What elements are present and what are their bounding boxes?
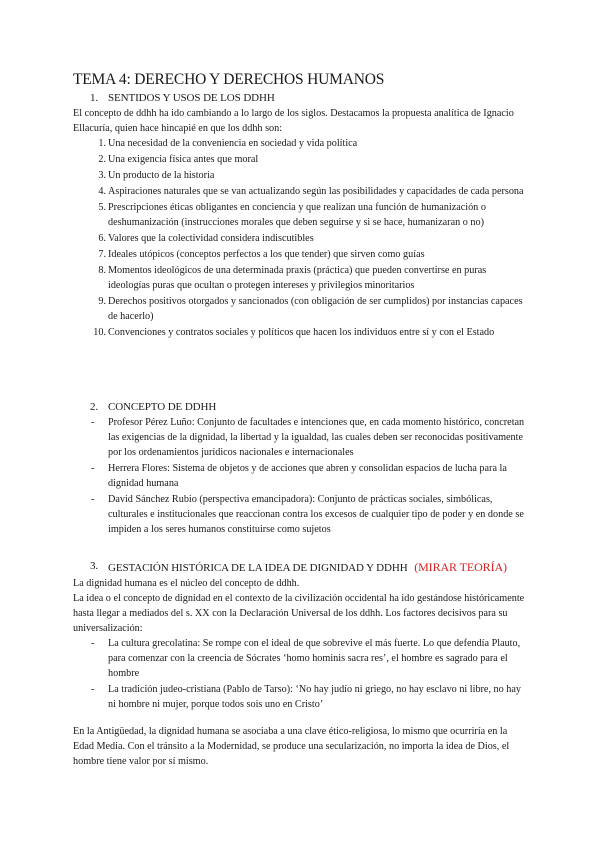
section-2-title: CONCEPTO DE DDHH	[108, 401, 217, 413]
section-1-heading	[90, 92, 275, 104]
list-item-text: Momentos ideológicos de una determinada praxis (práctica) que pueden convertirse en puras ideologías puras que ocultan o protegen intereses y privilegios minoritarios	[108, 265, 487, 291]
list-item-text: Una necesidad de la conveniencia en sociedad y vida política	[108, 138, 358, 149]
section-1-list	[73, 136, 528, 341]
list-item-number: 4.	[98, 186, 106, 197]
list-item-number: 6.	[98, 233, 106, 244]
section-3-heading	[90, 560, 507, 575]
list-item	[73, 136, 528, 151]
list-item-text: La tradición judeo-cristiana (Pablo de Tarso): ‘No hay judío ni griego, no hay esclavo ni libre, no hay ni hombre ni mujer, porque todos sois uno en Cristo’	[108, 684, 521, 710]
section-2-list	[73, 415, 528, 538]
section-3-list	[73, 636, 528, 713]
list-item	[73, 168, 528, 183]
list-item-text: Ideales utópicos (conceptos perfectos a los que tender) que sirven como guías	[108, 249, 425, 260]
list-item	[73, 184, 528, 199]
list-item	[73, 461, 528, 491]
list-item	[73, 325, 528, 340]
section-1-number: 1.	[90, 92, 99, 104]
dash-bullet: -	[91, 638, 95, 649]
list-item-text: Una exigencia física antes que moral	[108, 154, 259, 165]
list-item	[73, 294, 528, 324]
list-item-text: Derechos positivos otorgados y sancionados (con obligación de ser cumplidos) por instancias capaces de hacerlo)	[108, 296, 523, 322]
list-item-text: Profesor Pérez Luño: Conjunto de facultades e intenciones que, en cada momento histórico, concretan las exigencias de la dignidad, la libertad y la igualdad, las cuales deben ser reconocidas positivamente por los ordenamientos jurídicos nacionales e internacionales	[108, 417, 525, 458]
dash-bullet: -	[91, 494, 95, 505]
list-item-number: 2.	[98, 154, 106, 165]
list-item	[73, 200, 528, 230]
list-item	[73, 152, 528, 167]
list-item-text: David Sánchez Rubio (perspectiva emancipadora): Conjunto de prácticas sociales, simbólicas, culturales e institucionales que reaccionan contra los excesos de cualquier tipo de poder y en donde se impiden a los seres humanos constituirse como sujetos	[108, 494, 524, 535]
list-item-number: 7.	[98, 249, 106, 260]
section-3-title: GESTACIÓN HISTÓRICA DE LA IDEA DE DIGNIDAD Y DDHH	[108, 562, 408, 574]
dash-bullet: -	[91, 417, 95, 428]
list-item-text: Un producto de la historia	[108, 170, 215, 181]
section-1-title: SENTIDOS Y USOS DE LOS DDHH	[108, 92, 275, 104]
list-item-number: 1.	[98, 138, 106, 149]
list-item	[73, 231, 528, 246]
list-item	[73, 263, 528, 293]
list-item-text: Herrera Flores: Sistema de objetos y de acciones que abren y consolidan espacios de lucha para la dignidad humana	[108, 463, 507, 489]
list-item	[73, 682, 528, 712]
list-item-text: Valores que la colectividad considera indiscutibles	[108, 233, 314, 244]
section-3-number: 3.	[90, 560, 99, 572]
page-title: TEMA 4: DERECHO Y DERECHOS HUMANOS	[73, 71, 385, 88]
list-item-number: 9.	[98, 296, 106, 307]
section-3-paragraph-3: En la Antigüedad, la dignidad humana se asociaba a una clave ético-religiosa, lo mismo que ocurriría en la Edad Media. Con el tránsito a la Modernidad, se produce una secularización, no importa la idea de Dios, el hombre tiene valor por sí mismo.	[73, 726, 510, 767]
section-3-note: (MIRAR TEORÍA)	[414, 560, 507, 574]
section-3-paragraph-1: La dignidad humana es el núcleo del concepto de ddhh.	[73, 578, 300, 589]
list-item	[73, 492, 528, 537]
list-item-text: Prescripciones éticas obligantes en conciencia y que realizan una función de humanización o deshumanización (instrucciones morales que deben seguirse y si se hace, humanizaran o no)	[108, 202, 486, 228]
list-item-text: Convenciones y contratos sociales y políticos que hacen los individuos entre sí y con el Estado	[108, 327, 495, 338]
list-item-text: La cultura grecolatina: Se rompe con el ideal de que sobrevive el más fuerte. Lo que defendía Plauto, para comenzar con la creencia de Sócrates ‘homo hominis sacra res’, el hombre es sagrado para el hombre	[108, 638, 521, 679]
list-item-text: Aspiraciones naturales que se van actualizando según las posibilidades y capacidades de cada persona	[108, 186, 524, 197]
list-item-number: 3.	[98, 170, 106, 181]
dash-bullet: -	[91, 463, 95, 474]
section-3-paragraph-2: La idea o el concepto de dignidad en el contexto de la civilización occidental ha ido gestándose históricamente hasta llegar a mediados del s. XX con la Declaración Universal de los ddhh. Los factores decisivos para su universalización:	[73, 593, 525, 634]
section-2-number: 2.	[90, 401, 99, 413]
section-1-intro: El concepto de ddhh ha ido cambiando a lo largo de los siglos. Destacamos la propuesta analítica de Ignacio Ellacuría, quien hace hincapié en que los ddhh son:	[73, 108, 514, 134]
list-item-number: 10.	[93, 327, 106, 338]
list-item	[73, 636, 528, 681]
list-item-number: 8.	[98, 265, 106, 276]
section-2-heading	[90, 401, 217, 413]
dash-bullet: -	[91, 684, 95, 695]
list-item-number: 5.	[98, 202, 106, 213]
list-item	[73, 415, 528, 460]
list-item	[73, 247, 528, 262]
